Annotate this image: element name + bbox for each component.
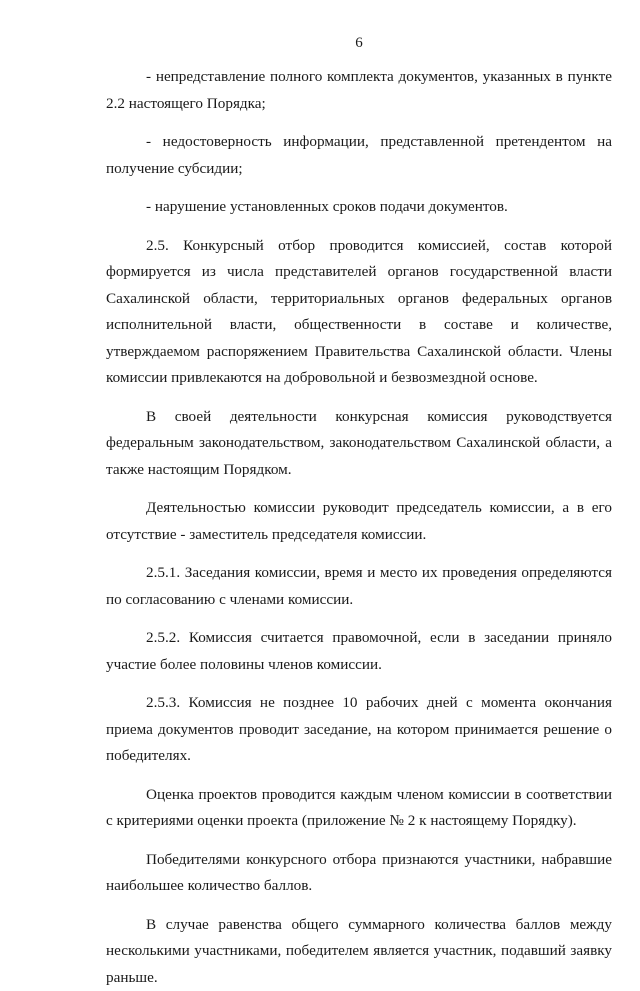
paragraph-evaluation-criteria: Оценка проектов проводится каждым членом комиссии в соответствии с критериями оценки проекта (приложение № 2 к настоящему Порядку). [106,782,612,835]
paragraph-2-5-3-decision: 2.5.3. Комиссия не позднее 10 рабочих дней с момента окончания приема документов проводит заседание, на котором принимается решение о победителях. [106,690,612,770]
paragraph-winners: Победителями конкурсного отбора признаются участники, набравшие наибольшее количество баллов. [106,847,612,900]
paragraph-deadline-violation: - нарушение установленных сроков подачи документов. [106,194,612,221]
paragraph-2-5-1-meetings: 2.5.1. Заседания комиссии, время и место их проведения определяются по согласованию с членами комиссии. [106,560,612,613]
paragraph-2-5-commission: 2.5. Конкурсный отбор проводится комиссией, состав которой формируется из числа представителей органов государственной власти Сахалинской области, территориальных органов федеральных органов исполнительной власти, общественности в составе и количестве, утверждаемом распоряжением Правительства Сахалинской области. Члены комиссии привлекаются на добровольной и безвозмездной основе. [106,233,612,392]
paragraph-commission-legislation: В своей деятельности конкурсная комиссия руководствуется федеральным законодательством, законодательством Сахалинской области, а также настоящим Порядком. [106,404,612,484]
paragraph-2-5-2-quorum: 2.5.2. Комиссия считается правомочной, если в заседании приняло участие более половины членов комиссии. [106,625,612,678]
paragraph-unreliable-info: - недостоверность информации, представленной претендентом на получение субсидии; [106,129,612,182]
paragraph-incomplete-documents: - непредставление полного комплекта документов, указанных в пункте 2.2 настоящего Порядка; [106,64,612,117]
page-number: 6 [106,34,612,52]
paragraph-tie-break: В случае равенства общего суммарного количества баллов между несколькими участниками, победителем является участник, подавший заявку раньше. [106,912,612,991]
paragraph-commission-chair: Деятельностью комиссии руководит председатель комиссии, а в его отсутствие - заместитель председателя комиссии. [106,495,612,548]
